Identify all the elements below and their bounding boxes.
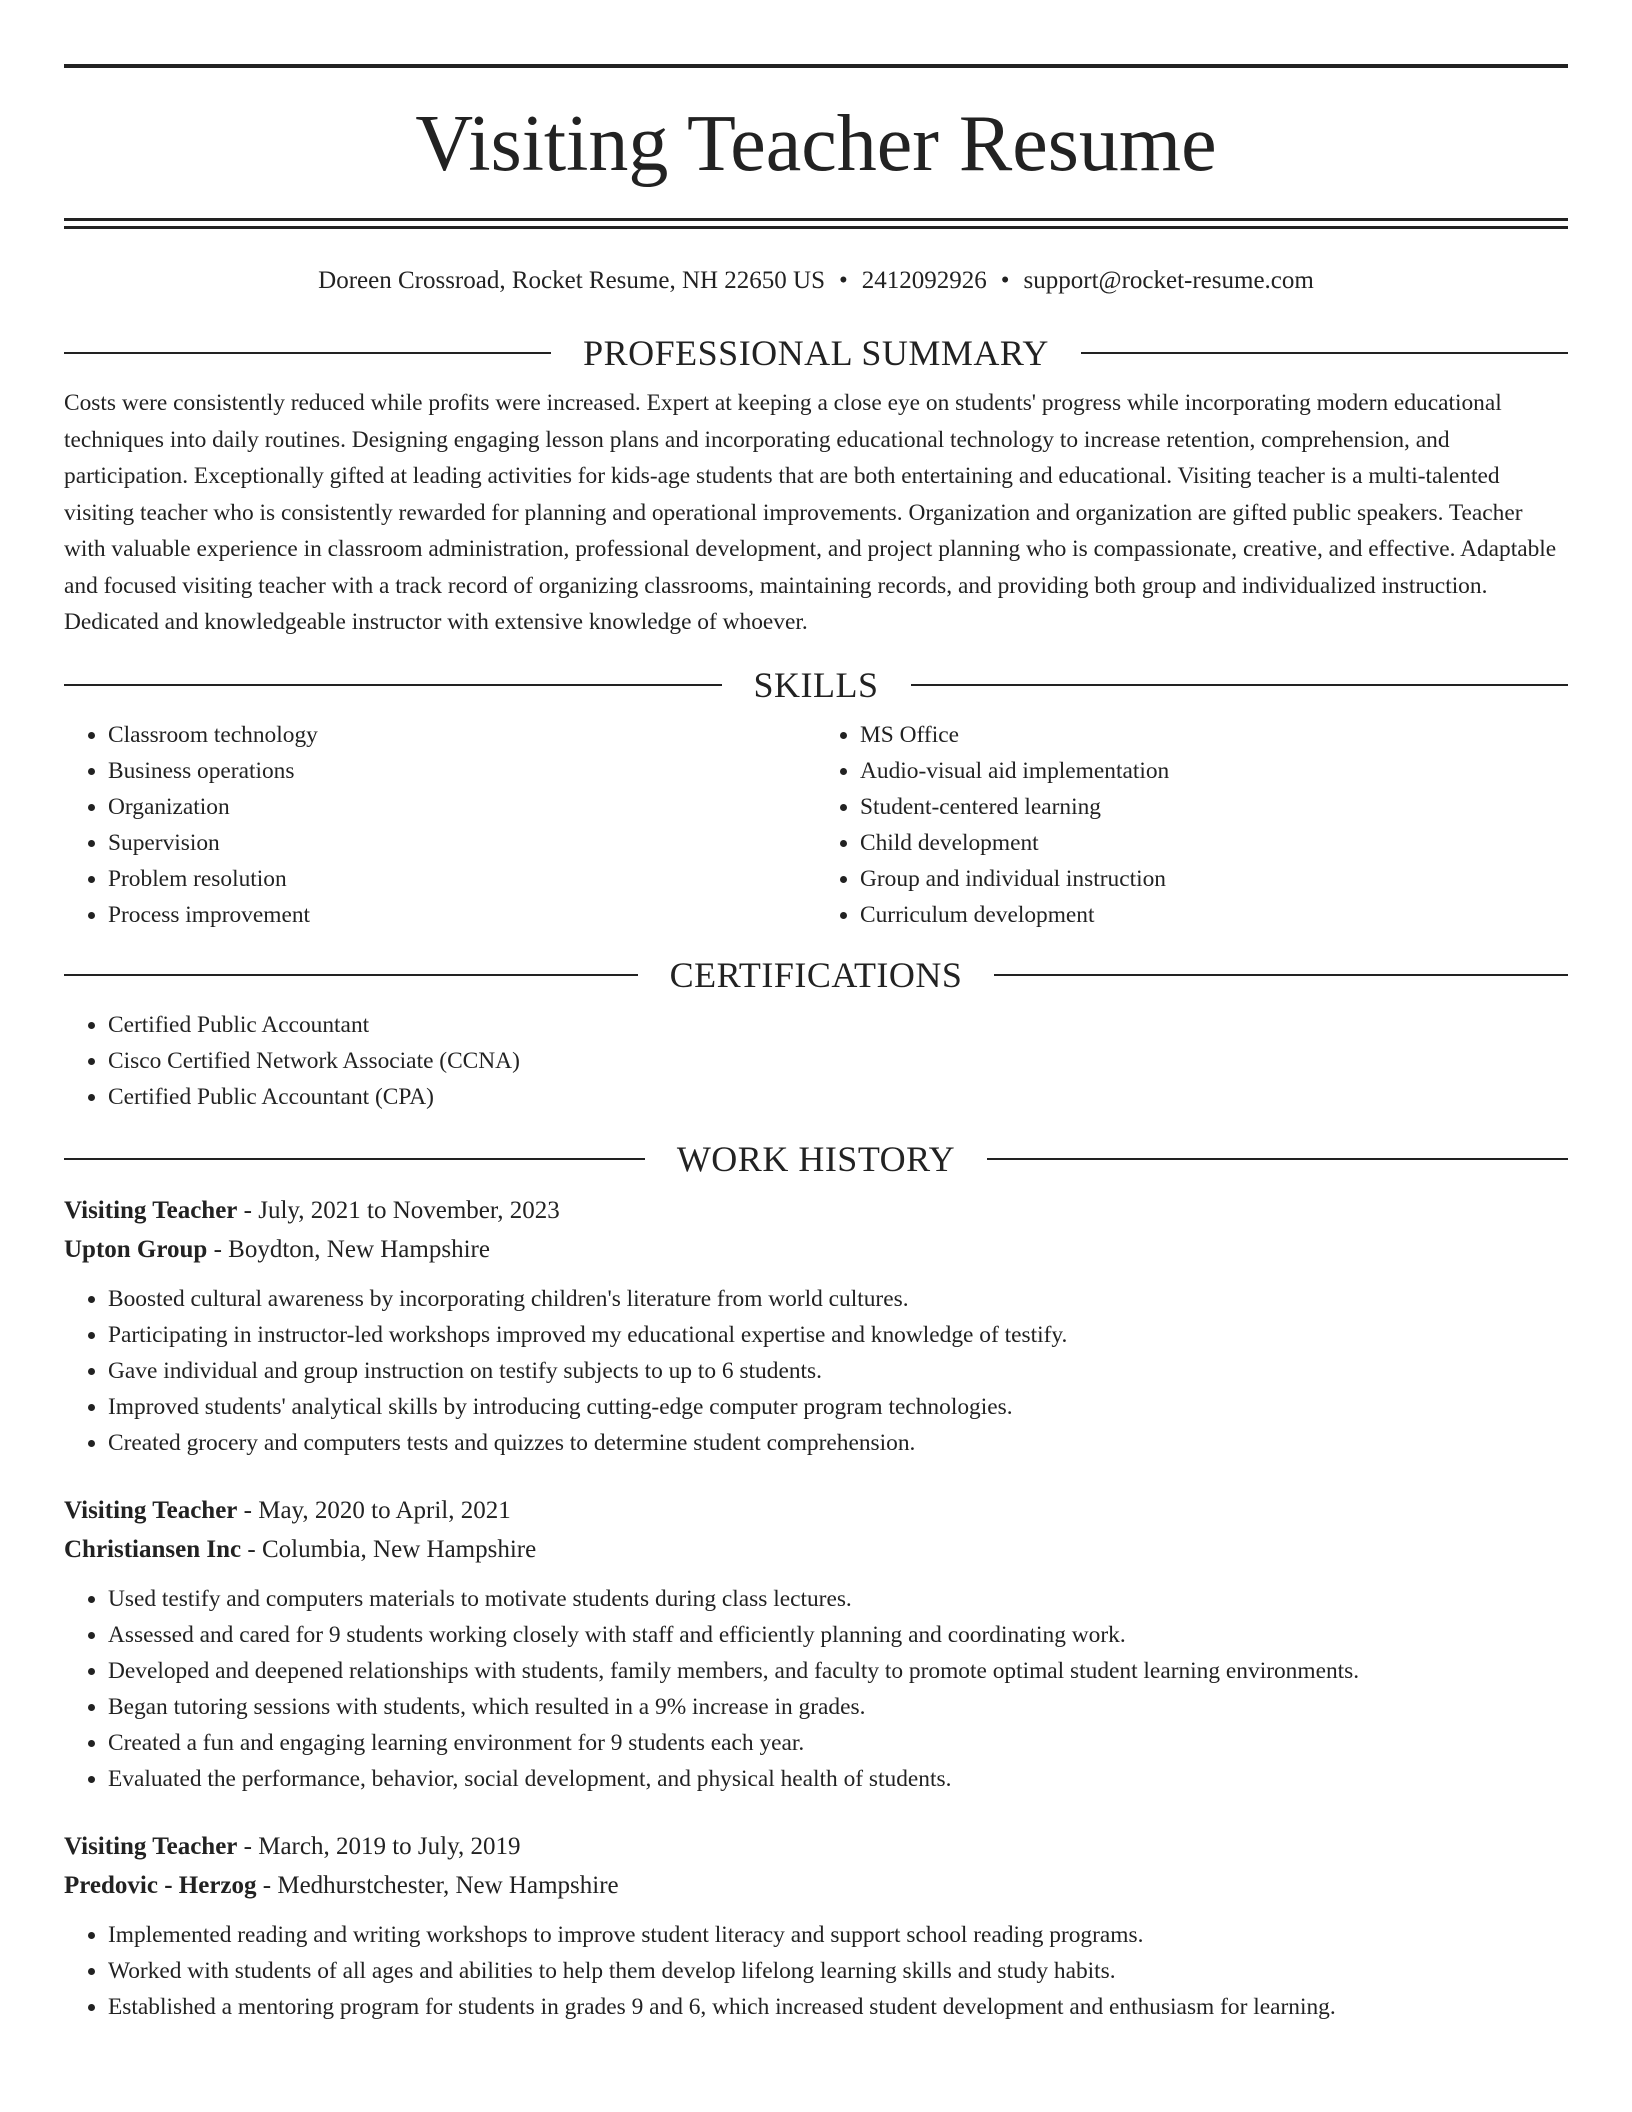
divider [64, 684, 722, 686]
job-location: - Columbia, New Hampshire [241, 1535, 537, 1563]
section-title-skills: SKILLS [753, 664, 879, 705]
skill-item: • MS Office [860, 717, 1568, 753]
job-company: Christiansen Inc [64, 1535, 242, 1563]
divider [987, 1158, 1568, 1160]
skills-column-right [816, 717, 1568, 933]
job-entry [64, 1491, 1568, 1797]
job-bullet: • Used testify and computers materials to motivate students during class lectures. [108, 1581, 1568, 1617]
section-header-summary [64, 331, 1568, 375]
skill-item: • Organization [108, 789, 816, 825]
job-entry [64, 1827, 1568, 2025]
job-company-line [64, 1530, 1568, 1569]
job-company: Upton Group [64, 1235, 208, 1263]
certification-item: • Certified Public Accountant [108, 1007, 1568, 1043]
summary-paragraph: Costs were consistently reduced while profits were increased. Expert at keeping a close eye on students' progress while incorporating modern educational techniques into daily routines. Designing engaging lesson plans and incorporating educational technology to increase retention, comprehension, and participation. Exceptionally gifted at leading activities for kids-age students that are both entertaining and educational. Visiting teacher is a multi-talented visiting teacher who is consistently rewarded for planning and operational improvements. Organization and organization are gifted public speakers. Teacher with valuable experience in classroom administration, professional development, and project planning who is compassionate, creative, and effective. Adaptable and focused visiting teacher with a track record of organizing classrooms, maintaining records, and providing both group and individualized instruction. Dedicated and knowledgeable instructor with extensive knowledge of whoever. [64, 390, 1557, 635]
skill-item: • Student-centered learning [860, 789, 1568, 825]
job-bullet: • Assessed and cared for 9 students working closely with staff and efficiently planning and coordinating work. [108, 1617, 1568, 1653]
job-bullet: • Improved students' analytical skills by introducing cutting-edge computer program technologies. [108, 1389, 1568, 1425]
job-company-line [64, 1866, 1568, 1905]
contact-line [64, 265, 1568, 297]
divider [994, 974, 1568, 976]
section-title-certifications: CERTIFICATIONS [669, 954, 963, 995]
skill-item: • Classroom technology [108, 717, 816, 753]
skill-item: • Supervision [108, 825, 816, 861]
job-bullets [64, 1581, 1568, 1797]
divider [64, 1158, 645, 1160]
job-company: Predovic - Herzog [64, 1871, 257, 1899]
section-title-summary: PROFESSIONAL SUMMARY [583, 333, 1049, 373]
job-title-line [64, 1191, 1568, 1230]
job-dates: - July, 2021 to November, 2023 [237, 1196, 560, 1224]
job-company-line [64, 1230, 1568, 1269]
job-bullets [64, 1281, 1568, 1461]
section-header-certifications [64, 953, 1568, 997]
certification-item: • Certified Public Accountant (CPA) [108, 1079, 1568, 1115]
section-title-work-history: WORK HISTORY [676, 1138, 956, 1179]
job-bullet: • Created a fun and engaging learning environment for 9 students each year. [108, 1725, 1568, 1761]
job-bullet: • Gave individual and group instruction on testify subjects to up to 6 students. [108, 1353, 1568, 1389]
job-bullet: • Implemented reading and writing workshops to improve student literacy and support school reading programs. [108, 1917, 1568, 1953]
job-dates: - March, 2019 to July, 2019 [237, 1832, 521, 1860]
top-rule [64, 64, 1568, 68]
job-title-line [64, 1491, 1568, 1530]
job-location: - Boydton, New Hampshire [207, 1235, 490, 1263]
title-double-rule [64, 218, 1568, 229]
job-title: Visiting Teacher [64, 1832, 238, 1860]
job-title-line [64, 1827, 1568, 1866]
job-title: Visiting Teacher [64, 1196, 238, 1224]
contact-phone: 2412092926 [861, 267, 987, 294]
skill-item: • Child development [860, 825, 1568, 861]
job-bullet: • Worked with students of all ages and abilities to help them develop lifelong learning skills and study habits. [108, 1953, 1568, 1989]
divider [1081, 352, 1568, 354]
divider [64, 352, 551, 354]
skill-item: • Audio-visual aid implementation [860, 753, 1568, 789]
job-title: Visiting Teacher [64, 1496, 238, 1524]
job-bullet: • Boosted cultural awareness by incorporating children's literature from world cultures. [108, 1281, 1568, 1317]
skill-item: • Problem resolution [108, 861, 816, 897]
job-bullet: • Established a mentoring program for students in grades 9 and 6, which increased student development and enthusiasm for learning. [108, 1989, 1568, 2025]
page-title: Visiting Teacher Resume [415, 100, 1217, 188]
section-header-skills [64, 663, 1568, 707]
contact-address: Doreen Crossroad, Rocket Resume, NH 22650 US [318, 267, 826, 294]
job-entry [64, 1191, 1568, 1461]
section-header-work-history [64, 1137, 1568, 1181]
divider [911, 684, 1569, 686]
job-bullet: • Began tutoring sessions with students, which resulted in a 9% increase in grades. [108, 1689, 1568, 1725]
job-bullet: • Created grocery and computers tests and quizzes to determine student comprehension. [108, 1425, 1568, 1461]
job-bullet: • Developed and deepened relationships with students, family members, and faculty to promote optimal student learning environments. [108, 1653, 1568, 1689]
certification-item: • Cisco Certified Network Associate (CCNA) [108, 1043, 1568, 1079]
job-location: - Medhurstchester, New Hampshire [256, 1871, 619, 1899]
skill-item: • Business operations [108, 753, 816, 789]
skill-item: • Process improvement [108, 897, 816, 933]
contact-separator: • [839, 267, 848, 294]
job-bullets [64, 1917, 1568, 2025]
skill-item: • Group and individual instruction [860, 861, 1568, 897]
job-bullet: • Evaluated the performance, behavior, social development, and physical health of students. [108, 1761, 1568, 1797]
certifications-list [64, 1007, 1568, 1115]
job-dates: - May, 2020 to April, 2021 [237, 1496, 511, 1524]
skills-column-left [64, 717, 816, 933]
contact-email: support@rocket-resume.com [1023, 267, 1314, 294]
resume-page [64, 64, 1568, 2055]
skills-list [64, 717, 1568, 933]
job-bullet: • Participating in instructor-led workshops improved my educational expertise and knowledge of testify. [108, 1317, 1568, 1353]
divider [64, 974, 638, 976]
contact-separator: • [1000, 267, 1010, 294]
skill-item: • Curriculum development [860, 897, 1568, 933]
